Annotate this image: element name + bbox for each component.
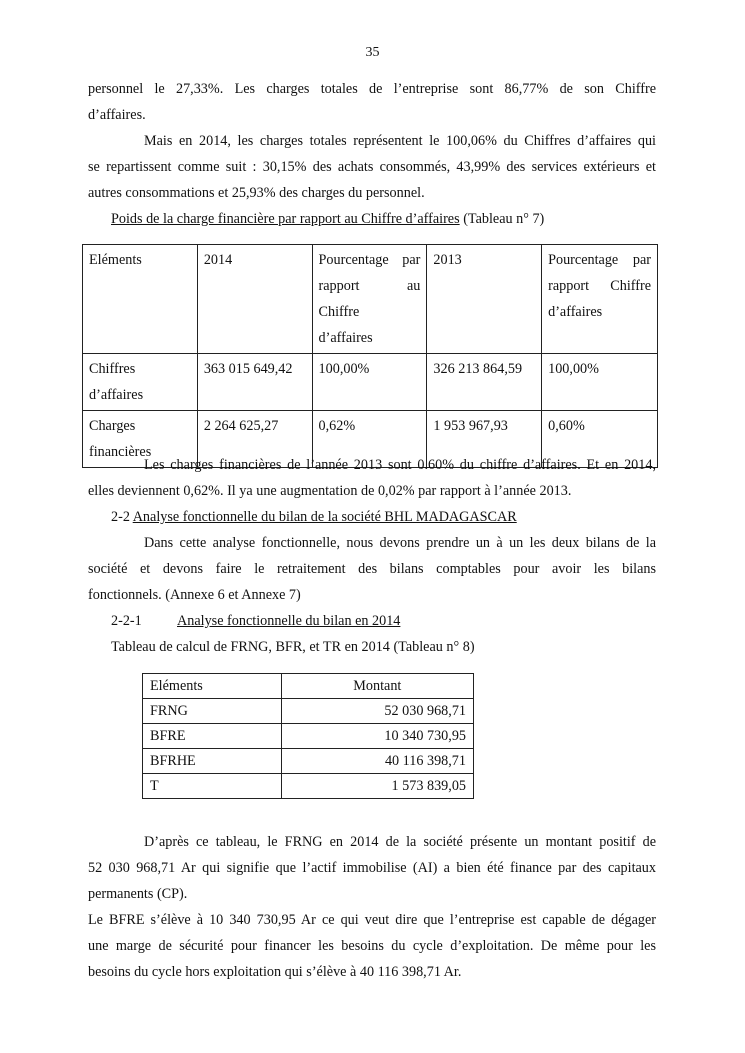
text-line: autres consommations et 25,93% des charges du personnel. [88, 185, 425, 201]
section-title: Analyse fonctionnelle du bilan de la société BHL MADAGASCAR [132, 509, 517, 525]
paragraph-analysis-intro [88, 530, 656, 608]
text-line: D’après ce tableau, le FRNG en 2014 de la société présente un montant positif de [144, 834, 656, 850]
table-cell: T [143, 774, 282, 799]
table-financial-charges [82, 244, 658, 468]
table-header-row [83, 245, 658, 354]
paragraph-bfre-comment [88, 907, 656, 985]
text-line: personnel le 27,33%. Les charges totales de l’entreprise sont 86,77% de son Chiffre [88, 81, 656, 97]
table-header-cell: 2014 [197, 245, 312, 354]
table-header-cell: 2013 [427, 245, 542, 354]
text-line: se repartissent comme suit : 30,15% des achats consommés, 43,99% des services extérieurs et [88, 159, 656, 175]
table-row [143, 724, 474, 749]
section-number: 2-2 [111, 509, 133, 525]
table-header-cell: Pourcentage par rapport au Chiffre d’affaires [312, 245, 427, 354]
text-line: Le BFRE s’élève à 10 340 730,95 Ar ce qui veut dire que l’entreprise est capable de dégager [88, 912, 656, 928]
table-header-cell: Pourcentage par rapport Chiffre d’affaires [542, 245, 658, 354]
text-line: elles deviennent 0,62%. Il ya une augmentation de 0,02% par rapport à l’année 2013. [88, 483, 572, 499]
table-row [143, 699, 474, 724]
text-line: 52 030 968,71 Ar qui signifie que l’actif immobilise (AI) a bien été finance par des capitaux [88, 860, 656, 876]
table7-caption-ref: (Tableau n° 7) [459, 211, 545, 227]
text-line: Les charges financières de l’année 2013 sont 0.60% du chiffre d’affaires. Et en 2014, [144, 457, 656, 473]
section-number: 2-2-1 [111, 613, 142, 629]
table-cell: 10 340 730,95 [281, 724, 473, 749]
table-cell: 0,62% [312, 411, 427, 468]
text-line: Dans cette analyse fonctionnelle, nous devons prendre un à un les deux bilans de la [144, 535, 656, 551]
table-cell: 326 213 864,59 [427, 354, 542, 411]
paragraph-charges-2014 [88, 128, 656, 206]
table-cell: 100,00% [312, 354, 427, 411]
table-cell: Chiffres d’affaires [83, 354, 198, 411]
table-cell: 0,60% [542, 411, 658, 468]
page-number: 35 [365, 45, 380, 60]
table-header-cell: Eléments [83, 245, 198, 354]
table-cell: BFRHE [143, 749, 282, 774]
table-row [143, 749, 474, 774]
table-row [143, 774, 474, 799]
table-cell: 1 953 967,93 [427, 411, 542, 468]
paragraph-frng-comment [88, 829, 656, 907]
section-heading-2-2-1 [111, 608, 656, 634]
table7-caption [111, 206, 656, 232]
table-cell: 363 015 649,42 [197, 354, 312, 411]
table-cell: 1 573 839,05 [281, 774, 473, 799]
text-line: société et devons faire le retraitement des bilans comptables pour avoir les bilans [88, 561, 656, 577]
table-header-cell: Montant [281, 674, 473, 699]
table-cell: FRNG [143, 699, 282, 724]
table-cell: 2 264 625,27 [197, 411, 312, 468]
table8-caption: Tableau de calcul de FRNG, BFR, et TR en 2014 (Tableau n° 8) [111, 639, 475, 655]
text-line: d’affaires. [88, 107, 146, 123]
table-cell: BFRE [143, 724, 282, 749]
paragraph-financial-charges-comment [88, 452, 656, 504]
section-title: Analyse fonctionnelle du bilan en 2014 [177, 613, 401, 629]
table-header-row [143, 674, 474, 699]
section-heading-2-2 [111, 504, 656, 530]
table-header-cell: Eléments [143, 674, 282, 699]
text-line: Mais en 2014, les charges totales représentent le 100,06% du Chiffres d’affaires qui [144, 133, 656, 149]
table7-caption-title: Poids de la charge financière par rapport au Chiffre d’affaires [111, 211, 460, 227]
table-cell: Charges financières [83, 411, 198, 468]
table-cell: 40 116 398,71 [281, 749, 473, 774]
table-frng-bfr-tr [142, 673, 474, 799]
text-line: une marge de sécurité pour financer les besoins du cycle d’exploitation. De même pour les [88, 938, 656, 954]
table-cell: 52 030 968,71 [281, 699, 473, 724]
table-cell: 100,00% [542, 354, 658, 411]
text-line: fonctionnels. (Annexe 6 et Annexe 7) [88, 587, 301, 603]
table-row [83, 354, 658, 411]
text-line: permanents (CP). [88, 886, 188, 902]
text-line: besoins du cycle hors exploitation qui s’élève à 40 116 398,71 Ar. [88, 964, 462, 980]
paragraph-charges-totals [88, 76, 656, 128]
